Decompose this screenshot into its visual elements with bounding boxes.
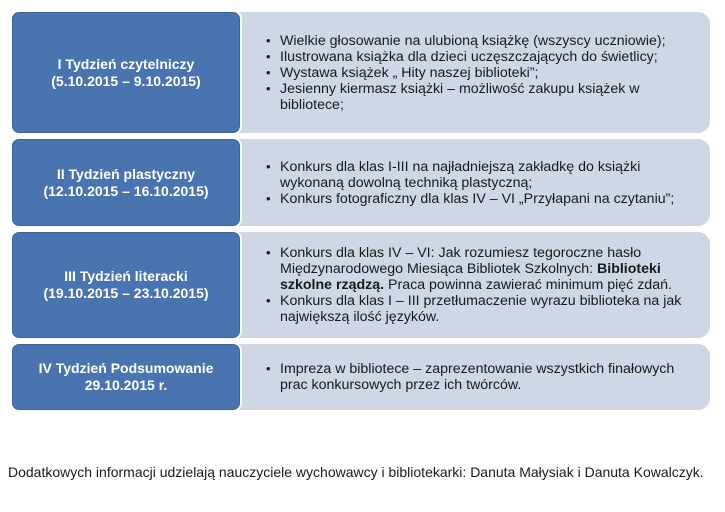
week-4-title: IV Tydzień Podsumowanie (38, 360, 214, 376)
week-3-label-box (10, 230, 242, 340)
week-1-item-2: • Ilustrowana książka dla dzieci uczęszczających do świetlicy; (266, 49, 698, 65)
week-4-dates: 29.10.2015 r. (84, 377, 168, 393)
week-3-item-1-slogan: Biblioteki szkolne rządzą. (280, 261, 661, 293)
week-3-item-2: • Konkurs dla klas I – III przetłumaczenie wyrazu biblioteka na jak największą ilość języków. (266, 293, 698, 325)
week-1-dates: (5.10.2015 – 9.10.2015) (51, 72, 201, 89)
week-1-item-1: • Wielkie głosowanie na ulubioną książkę (wszyscy uczniowie); (266, 33, 698, 49)
week-1-activities (238, 12, 710, 133)
week-4-activities (238, 344, 710, 410)
week-1-item-4: • Jesienny kiermasz książki – możliwość zakupu książek w bibliotece; (266, 81, 698, 113)
week-3-dates: (19.10.2015 – 23.10.2015) (43, 285, 209, 301)
week-4-label-box (10, 342, 242, 412)
week-3-item-1-text-end: Praca powinna zawierać minimum pięć zdań. (384, 277, 672, 293)
week-4-item-1: • Impreza w bibliotece – zaprezentowanie wszystkich finałowych prac konkursowych przez ich twórców. (266, 361, 698, 393)
week-2-item-1: • Konkurs dla klas I-III na najładniejszą zakładkę do książki wykonaną dowolną techniką plastyczną; (266, 159, 698, 191)
week-2-title: II Tydzień plastyczny (56, 165, 196, 182)
week-2-item-2: • Konkurs fotograficzny dla klas IV – VI „Przyłapani na czytaniu”; (266, 191, 698, 207)
week-2-dates: (12.10.2015 – 16.10.2015) (43, 182, 209, 199)
week-1-item-3: • Wystawa książek „ Hity naszej biblioteki”; (266, 65, 698, 81)
week-2-label-box (10, 137, 242, 228)
week-3-activities (238, 232, 710, 338)
week-3-title: III Tydzień literacki (64, 268, 188, 284)
week-1-title: I Tydzień czytelniczy (57, 55, 195, 72)
week-row-3 (10, 230, 710, 340)
week-row-2 (10, 137, 710, 228)
week-1-label-box (10, 10, 242, 135)
week-row-4 (10, 342, 710, 412)
week-row-1 (10, 10, 710, 135)
week-3-item-1 (266, 245, 698, 293)
week-3-item-1-text: Konkurs dla klas IV – VI: Jak rozumiesz tegoroczne hasło Międzynarodowego Miesiąca Bibliotek Szkolnych: (280, 245, 642, 277)
week-2-activities (238, 139, 710, 226)
footer-note: Dodatkowych informacji udzielają nauczyciele wychowawcy i bibliotekarki: Danuta Małysiak i Danuta Kowalczyk. (8, 464, 704, 480)
